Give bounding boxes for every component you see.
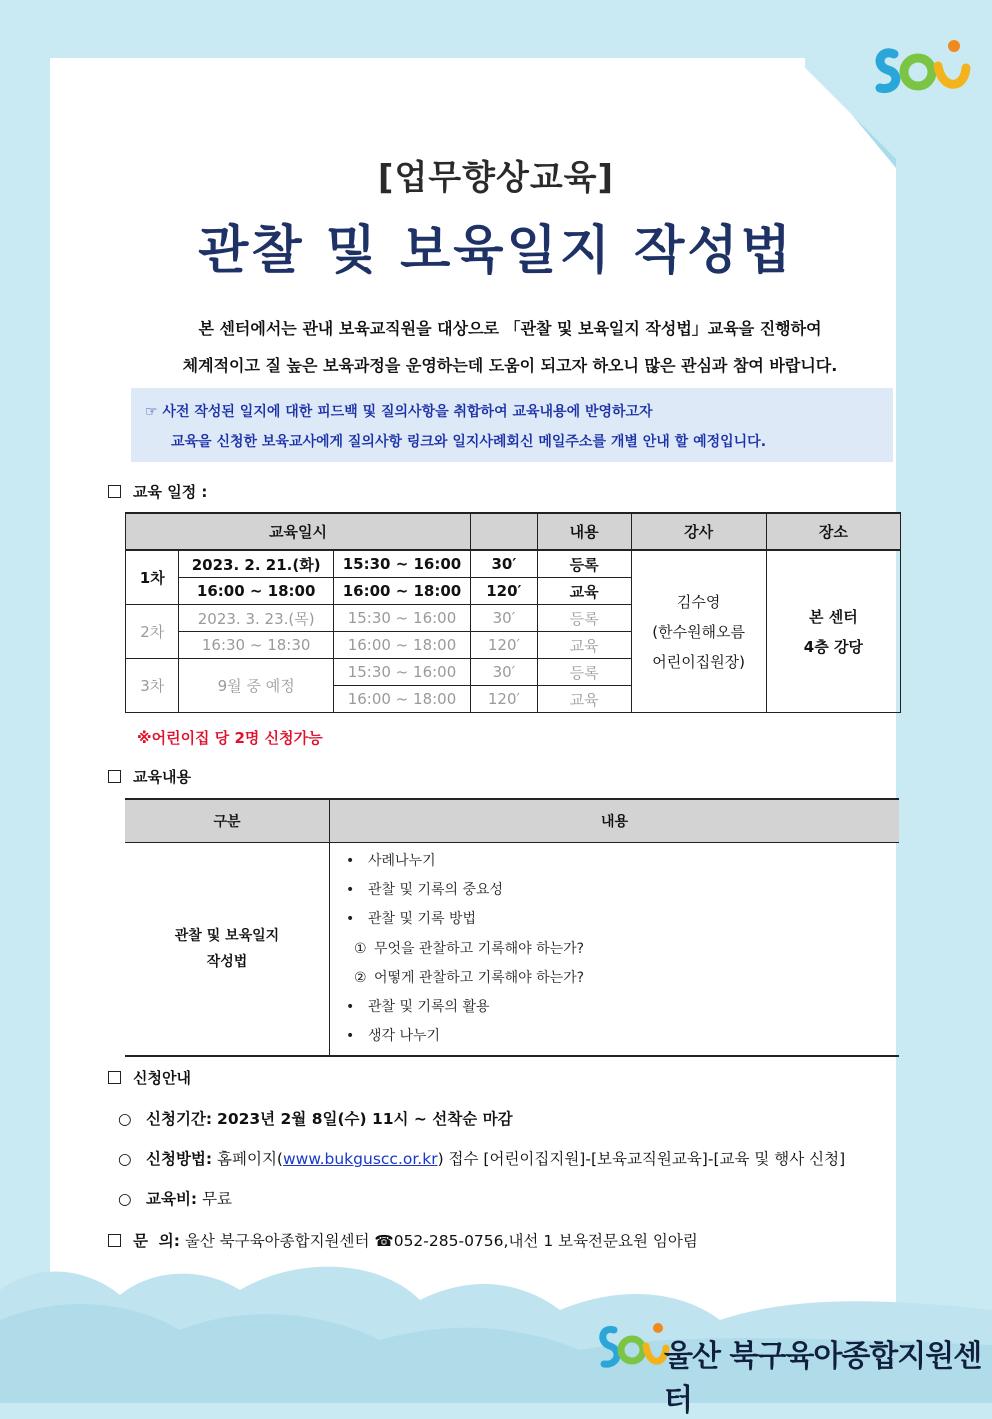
- schedule-heading-text: 교육 일정 :: [133, 483, 208, 501]
- round-date: 2023. 3. 23.(목): [179, 605, 333, 632]
- intro-line-1: 본 센터에서는 관내 보육교직원을 대상으로 「관찰 및 보육일지 작성법」교육을 진행하여: [198, 319, 822, 338]
- method-label: 신청방법:: [146, 1150, 213, 1168]
- content-items: [330, 843, 900, 1057]
- notice-line-1: ☞ 사전 작성된 일지에 대한 피드백 및 질의사항을 취합하여 교육내용에 반영하고자: [145, 404, 653, 420]
- contact-value: 울산 북구육아종합지원센터 ☎052-285-0756,내선 1 보육전문요원 임아림: [184, 1232, 698, 1250]
- circle-bullet-icon: ○: [118, 1150, 132, 1168]
- category-cell: [125, 843, 330, 1057]
- instructor-cell: [631, 550, 766, 713]
- round-date: 9월 중 예정: [179, 659, 333, 713]
- list-item-text: 관찰 및 기록의 활용: [368, 998, 490, 1015]
- slot-content: 등록: [537, 605, 631, 632]
- period-label: 신청기간:: [146, 1110, 213, 1128]
- content-table: [125, 798, 899, 1057]
- round-label: 3차: [126, 659, 179, 713]
- number-icon: ②: [354, 969, 367, 986]
- slot-time: 15:30 ~ 16:00: [333, 550, 470, 578]
- header-instructor: 강사: [631, 513, 766, 550]
- slot-content: 교육: [537, 632, 631, 659]
- checkbox-square-icon: [108, 485, 121, 498]
- list-item-text: 관찰 및 기록의 중요성: [368, 882, 504, 899]
- table-row: [125, 843, 899, 1057]
- footer-org-name: 울산 북구육아종합지원센터: [664, 1339, 982, 1418]
- slot-duration: 120′: [471, 686, 538, 713]
- number-icon: ①: [354, 940, 367, 957]
- instructor-org-2: 어린이집원장): [652, 652, 746, 671]
- slot-duration: 120′: [471, 578, 538, 605]
- round-time: 16:00 ~ 18:00: [179, 578, 333, 605]
- place-line-1: 본 센터: [809, 607, 858, 626]
- list-item: [346, 847, 899, 876]
- method-pre: 홈페이지(: [217, 1150, 283, 1168]
- application-fee: [118, 1187, 232, 1209]
- header-date: 교육일시: [126, 513, 471, 550]
- slot-content: 교육: [537, 686, 631, 713]
- list-item-text: 관찰 및 기록 방법: [368, 911, 477, 928]
- notice-box: [131, 388, 893, 462]
- list-item-text: 어떻게 관찰하고 기록해야 하는가?: [374, 969, 585, 986]
- list-item: [346, 905, 899, 934]
- checkbox-square-icon: [108, 1071, 121, 1084]
- intro-text: [120, 310, 900, 384]
- slot-duration: 30′: [471, 550, 538, 578]
- circle-bullet-icon: ○: [118, 1190, 132, 1208]
- schedule-header-row: [126, 513, 901, 550]
- method-post: ) 접수 [어린이집지원]-[보육교직원교육]-[교육 및 행사 신청]: [437, 1150, 846, 1168]
- slot-time: 16:00 ~ 18:00: [333, 632, 470, 659]
- content-heading-text: 교육내용: [133, 768, 191, 786]
- slot-time: 16:00 ~ 18:00: [333, 686, 470, 713]
- intro-line-2: 체계적이고 질 높은 보육과정을 운영하는데 도움이 되고자 하오니 많은 관심과 참여 바랍니다.: [182, 356, 838, 375]
- notice-line-2: 교육을 신청한 보육교사에게 질의사항 링크와 일지사례회신 메일주소를 개별 안내 할 예정입니다.: [171, 434, 767, 450]
- instructor-name: 김수영: [676, 592, 721, 611]
- slot-duration: 30′: [471, 605, 538, 632]
- schedule-table: [125, 512, 901, 713]
- category-line-2: 작성법: [206, 954, 248, 971]
- list-item: [346, 964, 899, 993]
- application-heading-text: 신청안내: [133, 1069, 191, 1087]
- header-category: 구분: [125, 799, 330, 843]
- header-blank: [471, 513, 538, 550]
- place-cell: [766, 550, 900, 713]
- bullet-icon: •: [346, 853, 355, 869]
- title-tag: [업무향상교육]: [377, 158, 615, 198]
- bullet-icon: •: [346, 1028, 355, 1045]
- round-label: 1차: [126, 550, 179, 605]
- list-item-text: 생각 나누기: [368, 1028, 441, 1045]
- slot-duration: 30′: [471, 659, 538, 686]
- category-line-1: 관찰 및 보육일지: [174, 928, 280, 945]
- application-heading: [108, 1067, 191, 1088]
- header-content: 내용: [330, 799, 900, 843]
- fee-label: 교육비:: [146, 1190, 198, 1208]
- homepage-link[interactable]: www.bukguscc.or.kr: [282, 1150, 438, 1168]
- slot-time: 15:30 ~ 16:00: [333, 605, 470, 632]
- round-date: 2023. 2. 21.(화): [179, 550, 333, 578]
- list-item: [346, 876, 899, 905]
- center-logo-icon: [866, 32, 976, 102]
- bullet-icon: •: [346, 882, 355, 899]
- content-heading: [108, 766, 191, 787]
- bullet-icon: •: [346, 998, 355, 1015]
- fee-value: 무료: [202, 1190, 233, 1208]
- slot-duration: 120′: [471, 632, 538, 659]
- slot-time: 16:00 ~ 18:00: [333, 578, 470, 605]
- circle-bullet-icon: ○: [118, 1110, 132, 1128]
- contact-label: 문 의:: [133, 1232, 180, 1250]
- capacity-note: ※어린이집 당 2명 신청가능: [137, 729, 323, 747]
- list-item-text: 무엇을 관찰하고 기록해야 하는가?: [374, 940, 585, 957]
- list-item: [346, 935, 899, 964]
- checkbox-square-icon: [108, 770, 121, 783]
- slot-time: 15:30 ~ 16:00: [333, 659, 470, 686]
- place-line-2: 4층 강당: [803, 637, 863, 656]
- page-title: 관찰 및 보육일지 작성법: [198, 221, 794, 281]
- list-item-text: 사례나누기: [368, 853, 436, 869]
- round-label: 2차: [126, 605, 179, 659]
- list-item: [346, 993, 899, 1022]
- list-item: [346, 1022, 899, 1051]
- period-value: 2023년 2월 8일(수) 11시 ~ 선착순 마감: [217, 1110, 513, 1128]
- round-time: 16:30 ~ 18:30: [179, 632, 333, 659]
- content-header-row: [125, 799, 899, 843]
- slot-content: 교육: [537, 578, 631, 605]
- instructor-org-1: (한수원해오름: [652, 622, 746, 641]
- header-place: 장소: [766, 513, 900, 550]
- application-period: [118, 1107, 513, 1129]
- application-method: [118, 1147, 845, 1169]
- slot-content: 등록: [537, 550, 631, 578]
- table-row: [126, 550, 901, 578]
- schedule-heading: [108, 481, 207, 502]
- slot-content: 등록: [537, 659, 631, 686]
- bullet-icon: •: [346, 911, 355, 928]
- header-content: 내용: [537, 513, 631, 550]
